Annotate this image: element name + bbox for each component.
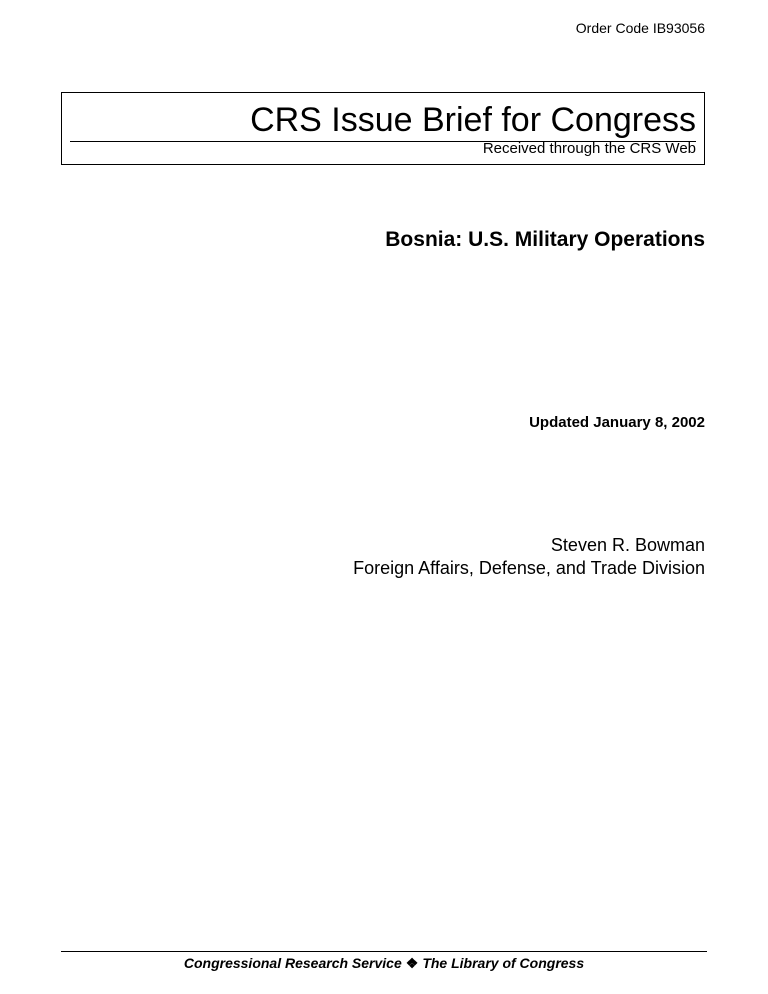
author-division: Foreign Affairs, Defense, and Trade Division xyxy=(353,558,705,578)
four-petal-diamond-icon: ❖ xyxy=(405,955,419,971)
footer-divider xyxy=(61,951,707,952)
report-series-subtitle: Received through the CRS Web xyxy=(482,140,696,157)
report-series-title: CRS Issue Brief for Congress xyxy=(250,101,696,139)
report-header-box xyxy=(61,92,705,165)
footer-library: The Library of Congress xyxy=(422,955,585,971)
document-title: Bosnia: U.S. Military Operations xyxy=(385,228,705,251)
author-block xyxy=(353,534,705,580)
footer xyxy=(0,955,768,972)
order-code: Order Code IB93056 xyxy=(575,20,705,36)
updated-date: Updated January 8, 2002 xyxy=(529,414,705,431)
footer-publisher: Congressional Research Service xyxy=(183,955,402,971)
author-name: Steven R. Bowman xyxy=(550,535,705,555)
